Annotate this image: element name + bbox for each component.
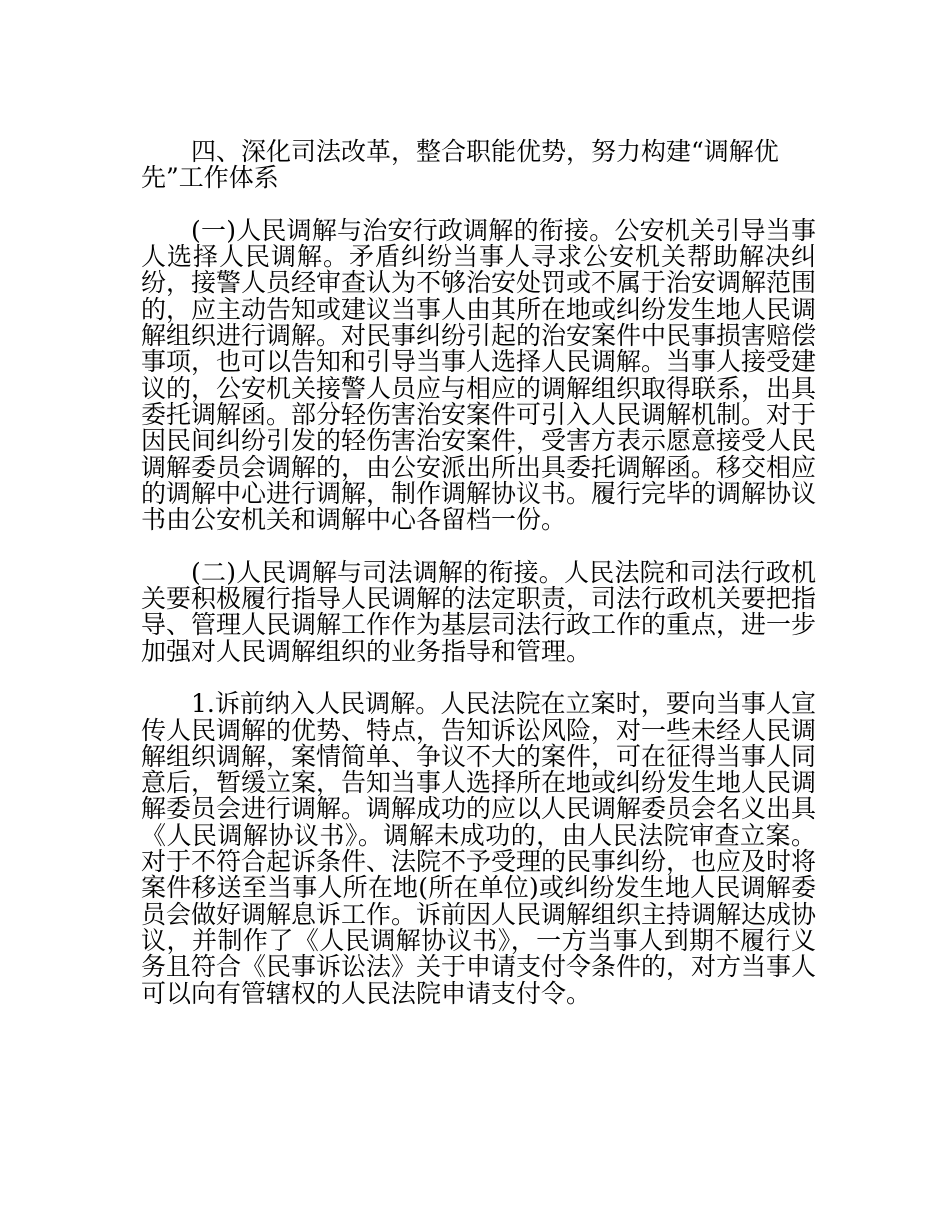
document-body <box>141 139 816 1007</box>
spacer <box>141 192 816 218</box>
spacer <box>141 533 816 559</box>
paragraph-judicial-mediation: (二)人民调解与司法调解的衔接。人民法院和司法行政机关要积极履行指导人民调解的法定职责，司法行政机关要把指导、管理人民调解工作作为基层司法行政工作的重点，进一步加强对人民调解组织的业务指导和管理。 <box>141 557 817 666</box>
section-heading: 四、深化司法改革，整合职能优势，努力构建“调解优先”工作体系 <box>141 137 779 193</box>
paragraph-public-security-mediation: (一)人民调解与治安行政调解的衔接。公安机关引导当事人选择人民调解。矛盾纠纷当事人寻求公安机关帮助解决纠纷，接警人员经审查认为不够治安处罚或不属于治安调解范围的，应主动告知或建议当事人由其所在地或纠纷发生地人民调解组织进行调解。对民事纠纷引起的治安案件中民事损害赔偿事项，也可以告知和引导当事人选择人民调解。当事人接受建议的，公安机关接警人员应与相应的调解组织取得联系，出具委托调解函。部分轻伤害治安案件可引入人民调解机制。对于因民间纠纷引发的轻伤害治安案件，受害方表示愿意接受人民调解委员会调解的，由公安派出所出具委托调解函。移交相应的调解中心进行调解，制作调解协议书。履行完毕的调解协议书由公安机关和调解中心各留档一份。 <box>141 215 817 535</box>
spacer <box>141 665 816 691</box>
paragraph-pre-litigation-mediation: 1.诉前纳入人民调解。人民法院在立案时，要向当事人宣传人民调解的优势、特点，告知诉讼风险，对一些未经人民调解组织调解，案情简单、争议不大的案件，可在征得当事人同意后，暂缓立案，告知当事人选择所在地或纠纷发生地人民调解委员会进行调解。调解成功的应以人民调解委员会名义出具《人民调解协议书》。调解未成功的，由人民法院审查立案。对于不符合起诉条件、法院不予受理的民事纠纷，也应及时将案件移送至当事人所在地(所在单位)或纠纷发生地人民调解委员会做好调解息诉工作。诉前因人民调解组织主持调解达成协议，并制作了《人民调解协议书》，一方当事人到期不履行义务且符合《民事诉讼法》关于申请支付令条件的，对方当事人可以向有管辖权的人民法院申请支付令。 <box>141 689 817 1008</box>
